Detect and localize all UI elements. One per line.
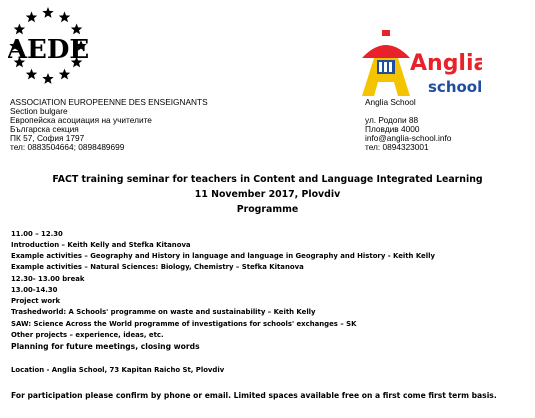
star-icon	[42, 73, 53, 84]
address-line: ПК 57, София 1797	[10, 133, 85, 143]
address-line: тел: 0883504664; 0898489699	[10, 142, 125, 152]
title-line-1: FACT training seminar for teachers in Content and Language Integrated Learning	[52, 174, 483, 185]
address-line: ASSOCIATION EUROPEENNE DES ENSEIGNANTS	[10, 97, 208, 107]
programme-item: 11.00 – 12.30	[11, 230, 63, 238]
programme-item: Trashedworld: A Schools' programme on waste and sustainability – Keith Kelly	[11, 308, 316, 316]
programme-item: Planning for future meetings, closing words	[11, 342, 200, 351]
title-line-2: 11 November 2017, Plovdiv	[194, 189, 341, 200]
participation-note: For participation please confirm by phone or email. Limited spaces available free on a first come first term basis.	[11, 391, 497, 400]
star-icon	[71, 24, 82, 35]
address-line: Section bulgare	[10, 106, 68, 116]
star-icon	[42, 7, 53, 18]
anglia-logo-subtext: school	[428, 78, 482, 96]
programme-item: 12.30- 13.00 break	[11, 275, 85, 283]
title-line-3: Programme	[236, 204, 299, 215]
star-icon	[26, 11, 37, 22]
address-line: Европейска асоциация на учителите	[10, 115, 152, 125]
star-icon	[59, 11, 70, 22]
programme-item: Introduction – Keith Kelly and Stefka Kitanova	[11, 241, 191, 249]
programme-item: Project work	[11, 297, 61, 305]
address-line: ул. Родопи 88	[365, 115, 419, 125]
aede-logo	[8, 6, 88, 86]
star-icon	[59, 69, 70, 80]
programme-item: Other projects – experience, ideas, etc.	[11, 331, 164, 339]
aede-logo-text: AEDE	[8, 35, 88, 65]
address-line: Пловдив 4000	[365, 124, 420, 134]
anglia-logo-text: Anglia	[410, 51, 482, 76]
anglia-school-logo	[352, 30, 482, 100]
address-line: тел: 0894323001	[365, 142, 429, 152]
left-org-address	[10, 98, 208, 152]
right-org-address	[365, 98, 451, 152]
programme-item: 13.00-14.30	[11, 286, 58, 294]
programme-item: Example activities – Geography and History in language and language in Geography and History - Keith Kelly	[11, 252, 435, 260]
star-icon	[26, 69, 37, 80]
address-line: Anglia School	[365, 97, 416, 107]
programme-item: Example activities – Natural Sciences: Biology, Chemistry – Stefka Kitanova	[11, 263, 304, 271]
location-text: Location - Anglia School, 73 Kapitan Raicho St, Plovdiv	[11, 366, 225, 374]
programme-item: SAW: Science Across the World programme of investigations for schools' exchanges – SK	[11, 320, 357, 328]
address-line: Българска секция	[10, 124, 79, 134]
star-icon	[14, 24, 25, 35]
email-link[interactable]: info@anglia-school.info	[365, 133, 452, 143]
